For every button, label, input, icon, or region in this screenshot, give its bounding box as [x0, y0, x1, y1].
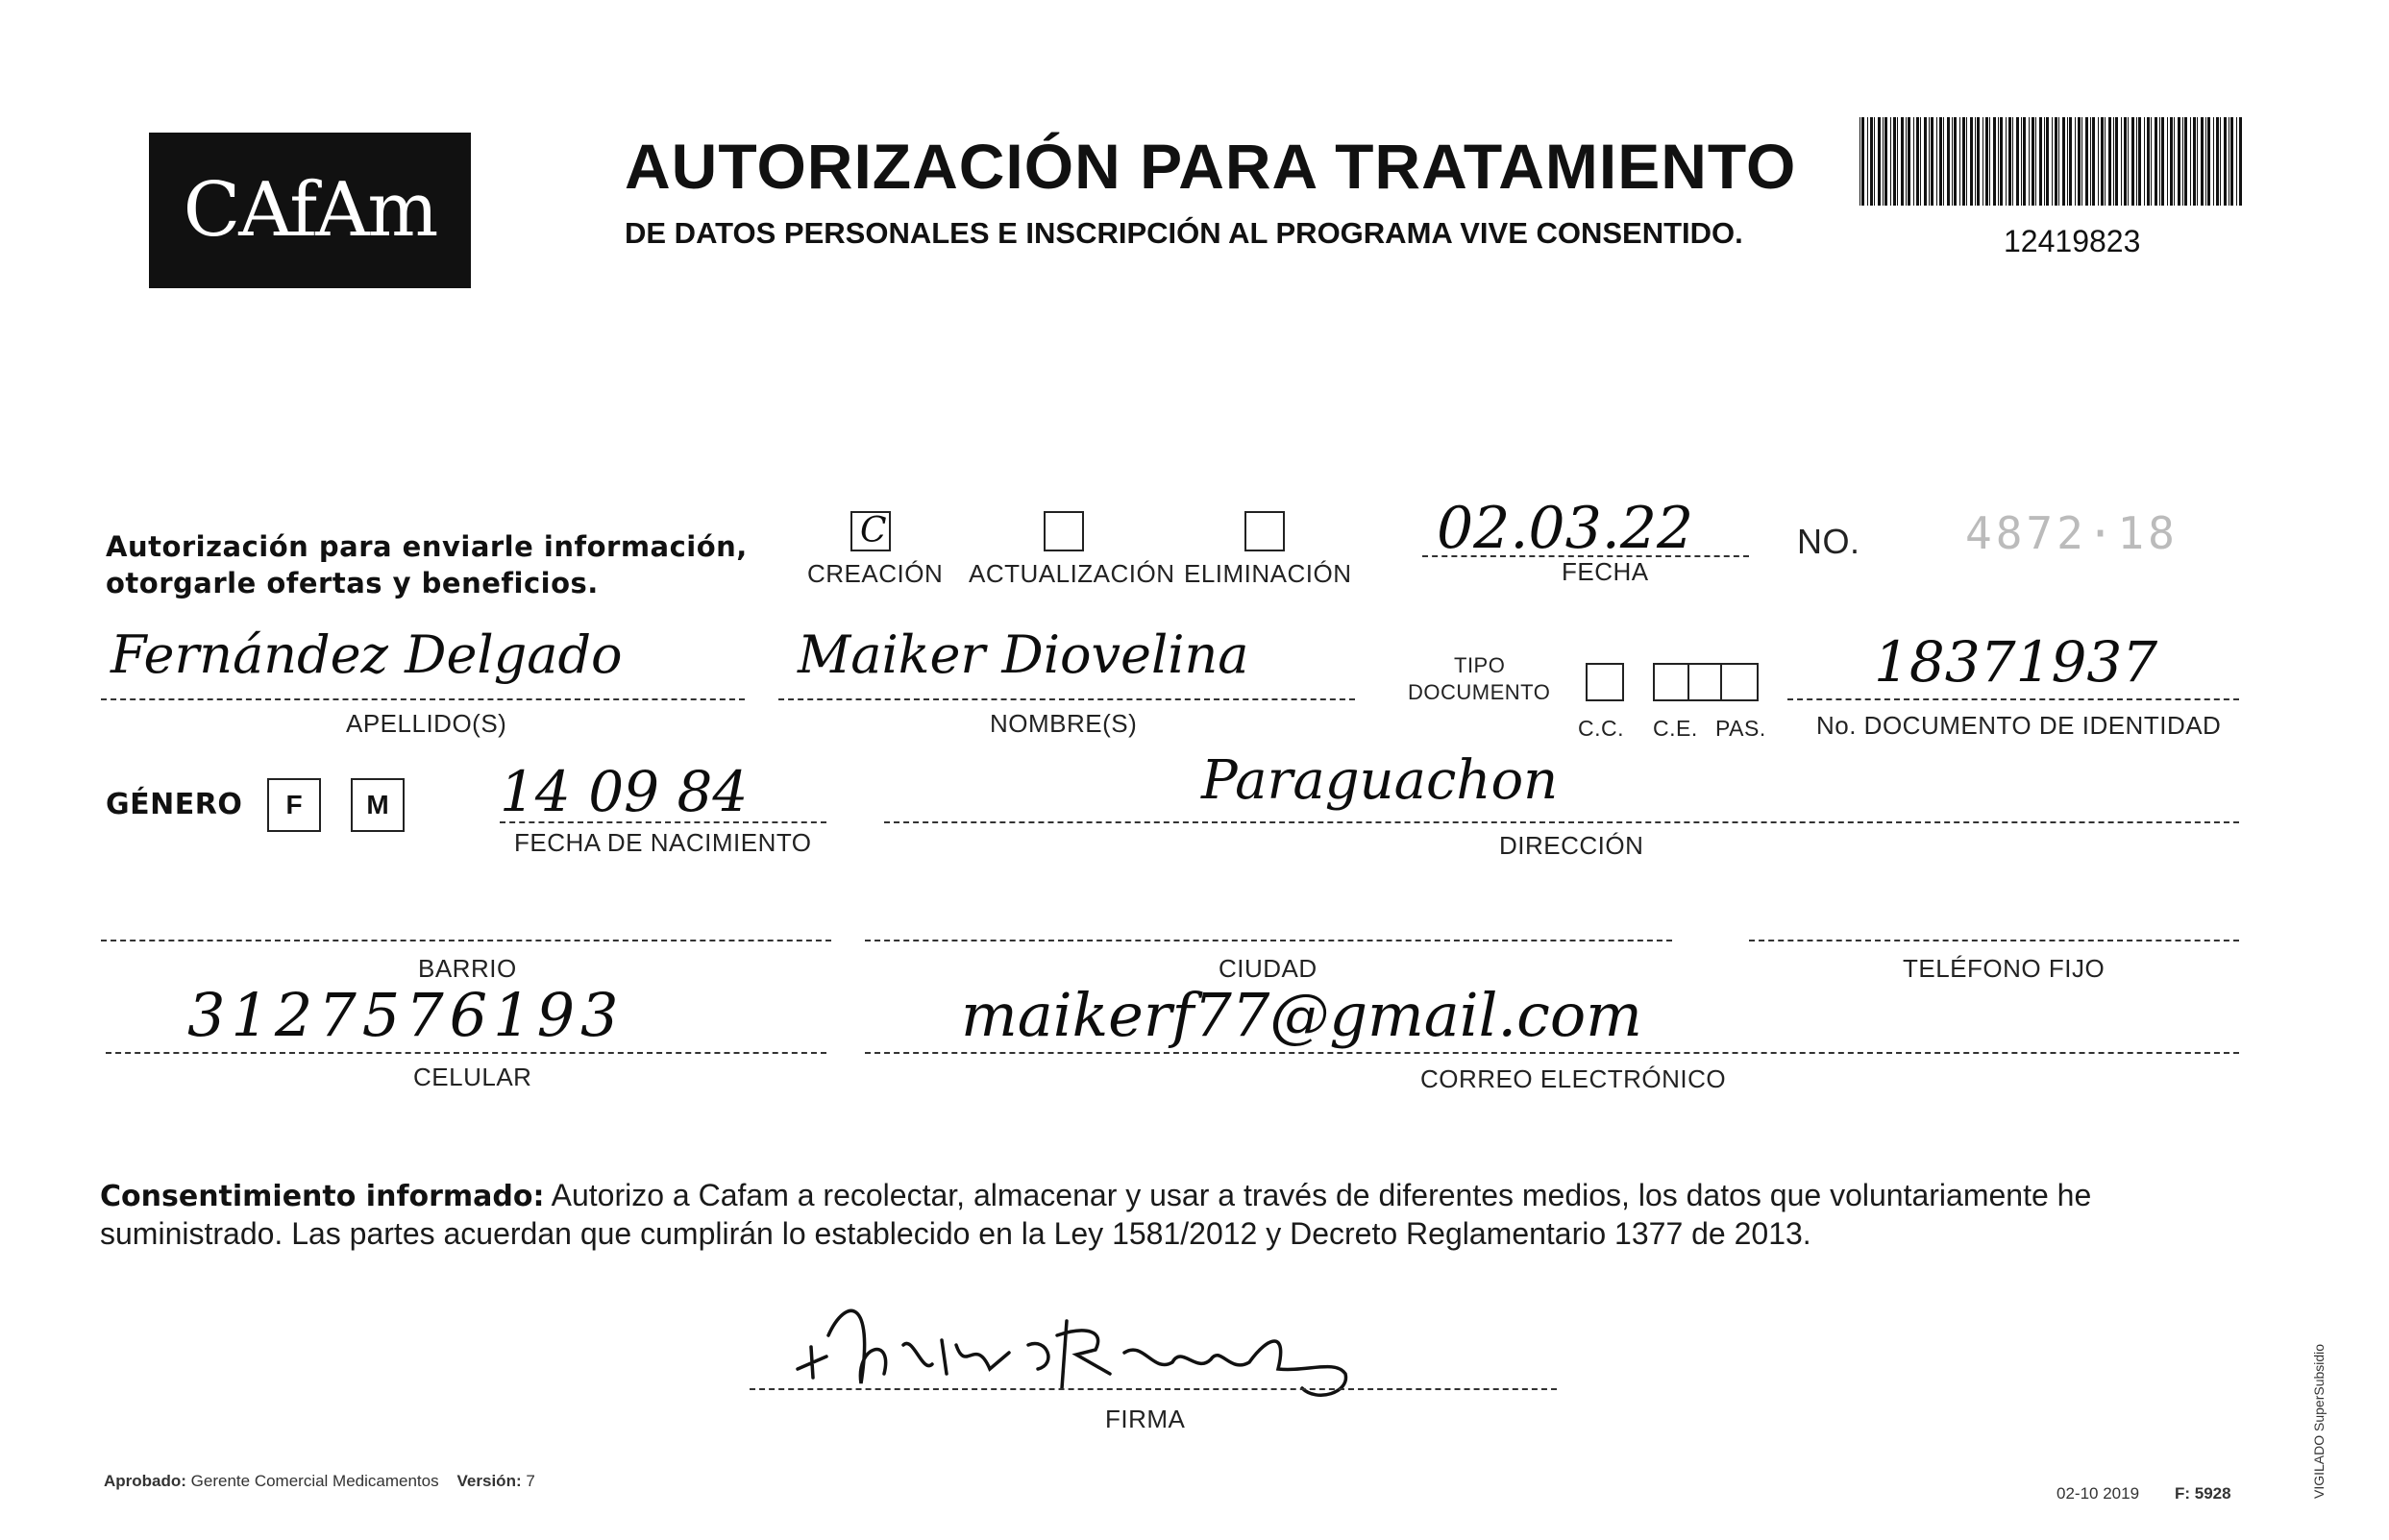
barcode-bar: [1977, 117, 1980, 206]
genero-m-checkbox[interactable]: [351, 778, 405, 832]
barcode-bar: [2039, 117, 2042, 206]
barcode-bar: [2190, 117, 2191, 206]
barcode-bar: [2124, 117, 2127, 206]
pas-checkbox[interactable]: [1720, 663, 1759, 701]
nacimiento-line: [500, 821, 826, 823]
barcode-bar: [2075, 117, 2076, 206]
barcode-bar: [2151, 117, 2152, 206]
barcode-bar: [2044, 117, 2045, 206]
barcode-bar: [2239, 117, 2242, 206]
barcode-bar: [2205, 117, 2206, 206]
apellidos-label: APELLIDO(S): [346, 709, 507, 738]
barcode-bar: [2138, 117, 2141, 206]
barcode-bar: [1916, 117, 1919, 206]
vigilado-vertical-text: VIGILADO SuperSubsidio: [2311, 1343, 2327, 1499]
barcode-bar: [2016, 117, 2019, 206]
barcode-bar: [1901, 117, 1904, 206]
barcode-bar: [1966, 117, 1967, 206]
barcode-bar: [2201, 117, 2204, 206]
barcode-bar: [1924, 117, 1927, 206]
barcode-bar: [1936, 117, 1937, 206]
barcode-bar: [1908, 117, 1910, 206]
barcode-bar: [2055, 117, 2057, 206]
barcode-bar: [2155, 117, 2157, 206]
barcode-bar: [1939, 117, 1942, 206]
fecha-label: FECHA: [1562, 557, 1649, 586]
barcode-bar: [2105, 117, 2106, 206]
cafam-logo: [149, 133, 471, 288]
barcode-bar: [2213, 117, 2214, 206]
barcode-bar: [2216, 117, 2219, 206]
cc-checkbox[interactable]: [1586, 663, 1624, 701]
form-title: AUTORIZACIÓN PARA TRATAMIENTO: [625, 131, 1797, 202]
barcode-bar: [2092, 117, 2095, 206]
barcode-bar: [2230, 117, 2233, 206]
barcode-bar: [1893, 117, 1896, 206]
documento-line: [1787, 698, 2239, 700]
documento-label: No. DOCUMENTO DE IDENTIDAD: [1816, 711, 2222, 740]
apellidos-value: Fernández Delgado: [111, 624, 623, 685]
direccion-label: DIRECCIÓN: [1499, 831, 1644, 860]
correo-value: maikerf77@gmail.com: [961, 980, 1642, 1050]
documento-value: 18371937: [1874, 629, 2158, 695]
barcode-bar: [2131, 117, 2134, 206]
tipo-label-1: TIPO: [1454, 653, 1506, 677]
barcode-bar: [2012, 117, 2013, 206]
correo-label: CORREO ELECTRÓNICO: [1420, 1064, 1727, 1093]
barcode-bar: [1920, 117, 1921, 206]
barcode-number: 12419823: [2004, 224, 2141, 258]
tipo-label-2: DOCUMENTO: [1408, 680, 1551, 704]
barcode-bar: [2035, 117, 2036, 206]
barcode-bar: [2220, 117, 2221, 206]
barcode-bar: [2167, 117, 2168, 206]
barcode-bar: [2113, 117, 2114, 206]
barcode-bar: [2170, 117, 2173, 206]
barcode-bar: [2023, 117, 2026, 206]
barcode-bar: [2032, 117, 2034, 206]
nacimiento-label: FECHA DE NACIMIENTO: [514, 828, 812, 857]
barcode-bar: [2052, 117, 2053, 206]
eliminacion-checkbox[interactable]: [1244, 511, 1285, 551]
barcode-bar: [2115, 117, 2118, 206]
barcode-bar: [2000, 117, 2003, 206]
genero-f-checkbox[interactable]: [267, 778, 321, 832]
barcode-bar: [1884, 117, 1887, 206]
barcode-bar: [2085, 117, 2088, 206]
nombres-label: NOMBRE(S): [990, 709, 1138, 738]
barcode-bar: [2046, 117, 2049, 206]
barcode-bar: [1947, 117, 1950, 206]
barcode-bar: [2207, 117, 2210, 206]
barcode-bar: [1998, 117, 1999, 206]
barcode-bar: [1906, 117, 1907, 206]
barcode-bar: [1874, 117, 1875, 206]
version-label: Versión:: [456, 1472, 522, 1490]
pas-label: PAS.: [1715, 716, 1766, 741]
approved-label: Aprobado:: [104, 1472, 186, 1490]
barcode-bar: [2224, 117, 2227, 206]
barcode-bar: [2182, 117, 2183, 206]
nombres-line: [778, 698, 1355, 700]
telefono-line: [1749, 940, 2239, 941]
barrio-line: [101, 940, 831, 941]
fecha-value: 02.03.22: [1437, 495, 1694, 562]
logo-text: CAfAm: [183, 167, 437, 254]
barcode-bar: [2081, 117, 2082, 206]
ciudad-label: CIUDAD: [1219, 954, 1318, 983]
consent-paragraph: [100, 1177, 2243, 1253]
barcode-bar: [1913, 117, 1914, 206]
barcode-bar: [2090, 117, 2091, 206]
barcode-bar: [1952, 117, 1953, 206]
barcode-bar: [2174, 117, 2175, 206]
barcode-bar: [1954, 117, 1957, 206]
barcode-bar: [1859, 117, 1860, 206]
genero-m-label: M: [366, 790, 389, 819]
barcode-bar: [2144, 117, 2145, 206]
form-subtitle: DE DATOS PERSONALES E INSCRIPCIÓN AL PROGRAMA VIVE CONSENTIDO.: [625, 216, 1743, 250]
creacion-check-mark: C: [860, 511, 887, 550]
barcode-bar: [2147, 117, 2150, 206]
authorization-text-line1: Autorización para enviarle información,: [106, 530, 748, 563]
celular-value: 3127576193: [187, 980, 625, 1050]
apellidos-line: [101, 698, 745, 700]
barcode-bar: [2101, 117, 2104, 206]
barcode-bar: [1883, 117, 1884, 206]
barcode-bar: [1970, 117, 1973, 206]
barcode-bar: [2008, 117, 2011, 206]
barcode-bar: [2121, 117, 2122, 206]
barcode-bar: [2078, 117, 2081, 206]
barcode-bar: [2161, 117, 2164, 206]
barcode-bar: [2062, 117, 2065, 206]
ce-label: C.E.: [1653, 716, 1698, 741]
creacion-label: CREACIÓN: [807, 559, 944, 588]
authorization-text-line2: otorgarle ofertas y beneficios.: [106, 567, 599, 599]
consent-heading: Consentimiento informado:: [100, 1180, 545, 1213]
celular-line: [106, 1052, 826, 1054]
form-number: 4872·18: [1965, 507, 2179, 559]
telefono-label: TELÉFONO FIJO: [1903, 954, 2106, 983]
direccion-line: [884, 821, 2239, 823]
actualizacion-checkbox[interactable]: [1044, 511, 1084, 551]
barcode-bar: [2108, 117, 2111, 206]
no-label: NO.: [1797, 522, 1860, 561]
barcode-bar: [2067, 117, 2068, 206]
barcode-bar: [2098, 117, 2099, 206]
footer-date-code: 02-10 2019: [2057, 1484, 2140, 1503]
nacimiento-value: 14 09 84: [500, 759, 749, 824]
barcode-bar: [2178, 117, 2180, 206]
barcode-bar: [2193, 117, 2196, 206]
correo-line: [865, 1052, 2239, 1054]
footer-approved: [104, 1472, 535, 1491]
ciudad-line: [865, 940, 1672, 941]
firma-line: [750, 1388, 1557, 1390]
nombres-value: Maiker Diovelina: [798, 624, 1249, 685]
barcode-bar: [2069, 117, 2072, 206]
barcode-bar: [1993, 117, 1996, 206]
barcode-bar: [1861, 117, 1864, 206]
barcode-bar: [1959, 117, 1960, 206]
creacion-checkbox[interactable]: [850, 511, 891, 551]
direccion-value: Paraguachon: [1201, 749, 1559, 812]
barcode-bar: [2136, 117, 2137, 206]
footer-form-code: F: 5928: [2175, 1484, 2231, 1503]
barcode: [1859, 117, 2244, 206]
actualizacion-label: ACTUALIZACIÓN: [969, 559, 1175, 588]
barcode-bar: [2184, 117, 2187, 206]
barcode-bar: [1878, 117, 1881, 206]
approved-value: Gerente Comercial Medicamentos: [190, 1472, 439, 1490]
barrio-label: BARRIO: [418, 954, 517, 983]
consent-body: Autorizo a Cafam a recolectar, almacenar y usar a través de diferentes medios, los datos que voluntariamente he suministrado. Las partes acuerdan que cumplirán lo establecido en la Ley 1581/2012 y Decreto Reglamentario 1377 de 2013.: [100, 1178, 2092, 1251]
ce-checkbox-1[interactable]: [1653, 663, 1691, 701]
barcode-bar: [2159, 117, 2160, 206]
barcode-bar: [2058, 117, 2059, 206]
barcode-bar: [1975, 117, 1976, 206]
barcode-bar: [2021, 117, 2022, 206]
barcode-bar: [1962, 117, 1965, 206]
barcode-bar: [1897, 117, 1898, 206]
barcode-bar: [1943, 117, 1944, 206]
barcode-bar: [2006, 117, 2007, 206]
genero-label: GÉNERO: [106, 788, 243, 821]
barcode-bar: [1985, 117, 1988, 206]
celular-label: CELULAR: [413, 1063, 532, 1091]
barcode-bar: [1931, 117, 1933, 206]
signature-image: [769, 1278, 1422, 1412]
cc-label: C.C.: [1578, 716, 1624, 741]
barcode-bar: [1890, 117, 1891, 206]
firma-label: FIRMA: [1105, 1405, 1186, 1433]
genero-f-label: F: [285, 790, 303, 819]
barcode-bar: [2197, 117, 2198, 206]
barcode-bar: [1870, 117, 1873, 206]
barcode-bar: [1867, 117, 1868, 206]
barcode-bar: [2236, 117, 2237, 206]
barcode-bar: [2128, 117, 2129, 206]
version-value: 7: [526, 1472, 535, 1490]
barcode-bar: [1989, 117, 1990, 206]
barcode-bar: [1929, 117, 1930, 206]
eliminacion-label: ELIMINACIÓN: [1184, 559, 1352, 588]
barcode-bar: [2029, 117, 2030, 206]
